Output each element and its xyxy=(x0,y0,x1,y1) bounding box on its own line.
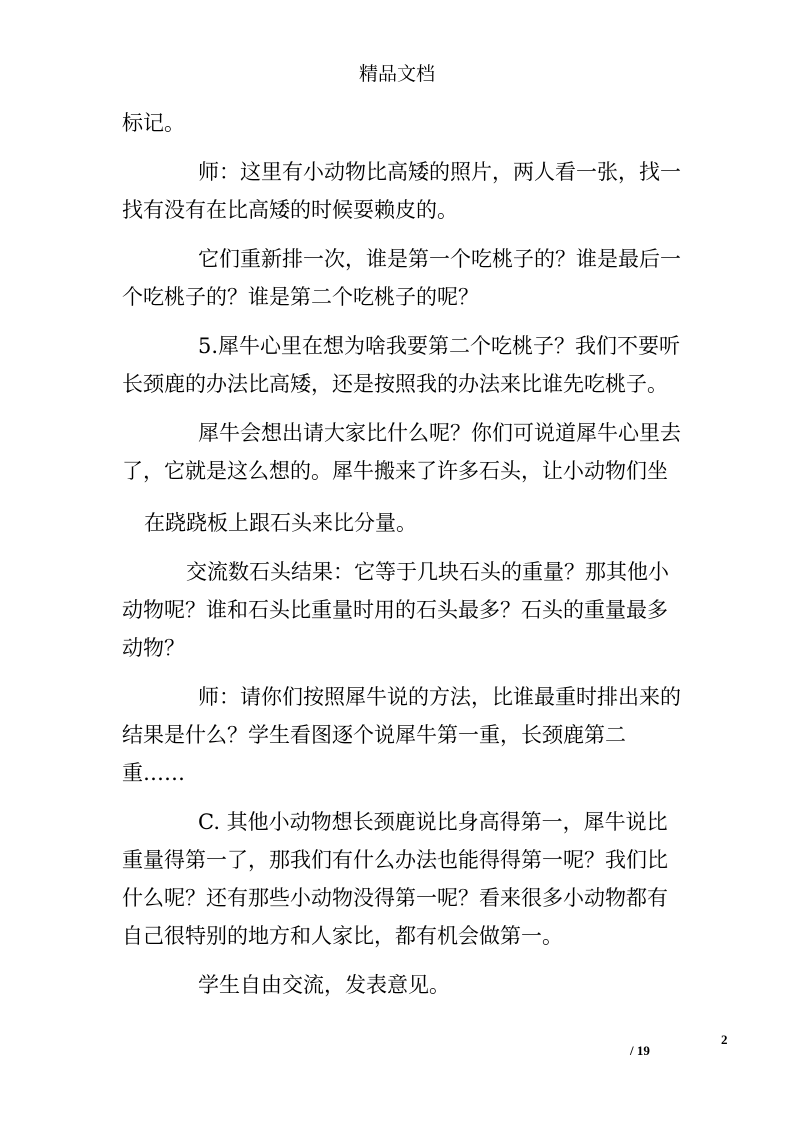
paragraph: 在跷跷板上跟石头来比分量。 xyxy=(144,511,417,535)
document-header-title: 精品文档 xyxy=(358,63,435,85)
paragraph: C. 其他小动物想长颈鹿说比身高得第一，犀牛说比重量得第一了，那我们有什么办法也能得得第一呢？我们比什么呢？还有那些小动物没得第一呢？看来很多小动物都有自己很特别的地方和人家比，都有机会做第一。 xyxy=(122,810,668,948)
paragraph: 它们重新排一次，谁是第一个吃桃子的？谁是最后一个吃桃子的？谁是第二个吃桃子的呢？ xyxy=(122,247,681,309)
paragraph: 犀牛会想出请大家比什么呢？你们可说道犀牛心里去了，它就是这么想的。犀牛搬来了许多石头，让小动物们坐 xyxy=(122,421,681,483)
page-number: 2 xyxy=(721,1032,728,1047)
paragraph: 标记。 xyxy=(122,111,185,135)
paragraph: 师：请你们按照犀牛说的方法，比谁最重时排出来的结果是什么？学生看图逐个说犀牛第一重，长颈鹿第二重…… xyxy=(122,685,681,785)
paragraph: 交流数石头结果：它等于几块石头的重量？那其他小动物呢？谁和石头比重量时用的石头最多？石头的重量最多动物？ xyxy=(122,560,669,660)
paragraph: 5.犀牛心里在想为啥我要第二个吃桃子？我们不要听长颈鹿的办法比高矮，还是按照我的办法来比谁先吃桃子。 xyxy=(122,334,681,396)
paragraph: 师：这里有小动物比高矮的照片，两人看一张，找一找有没有在比高矮的时候耍赖皮的。 xyxy=(122,160,681,222)
page-total: / 19 xyxy=(630,1043,650,1058)
document-body xyxy=(122,104,682,1004)
paragraph: 学生自由交流，发表意见。 xyxy=(198,973,450,997)
